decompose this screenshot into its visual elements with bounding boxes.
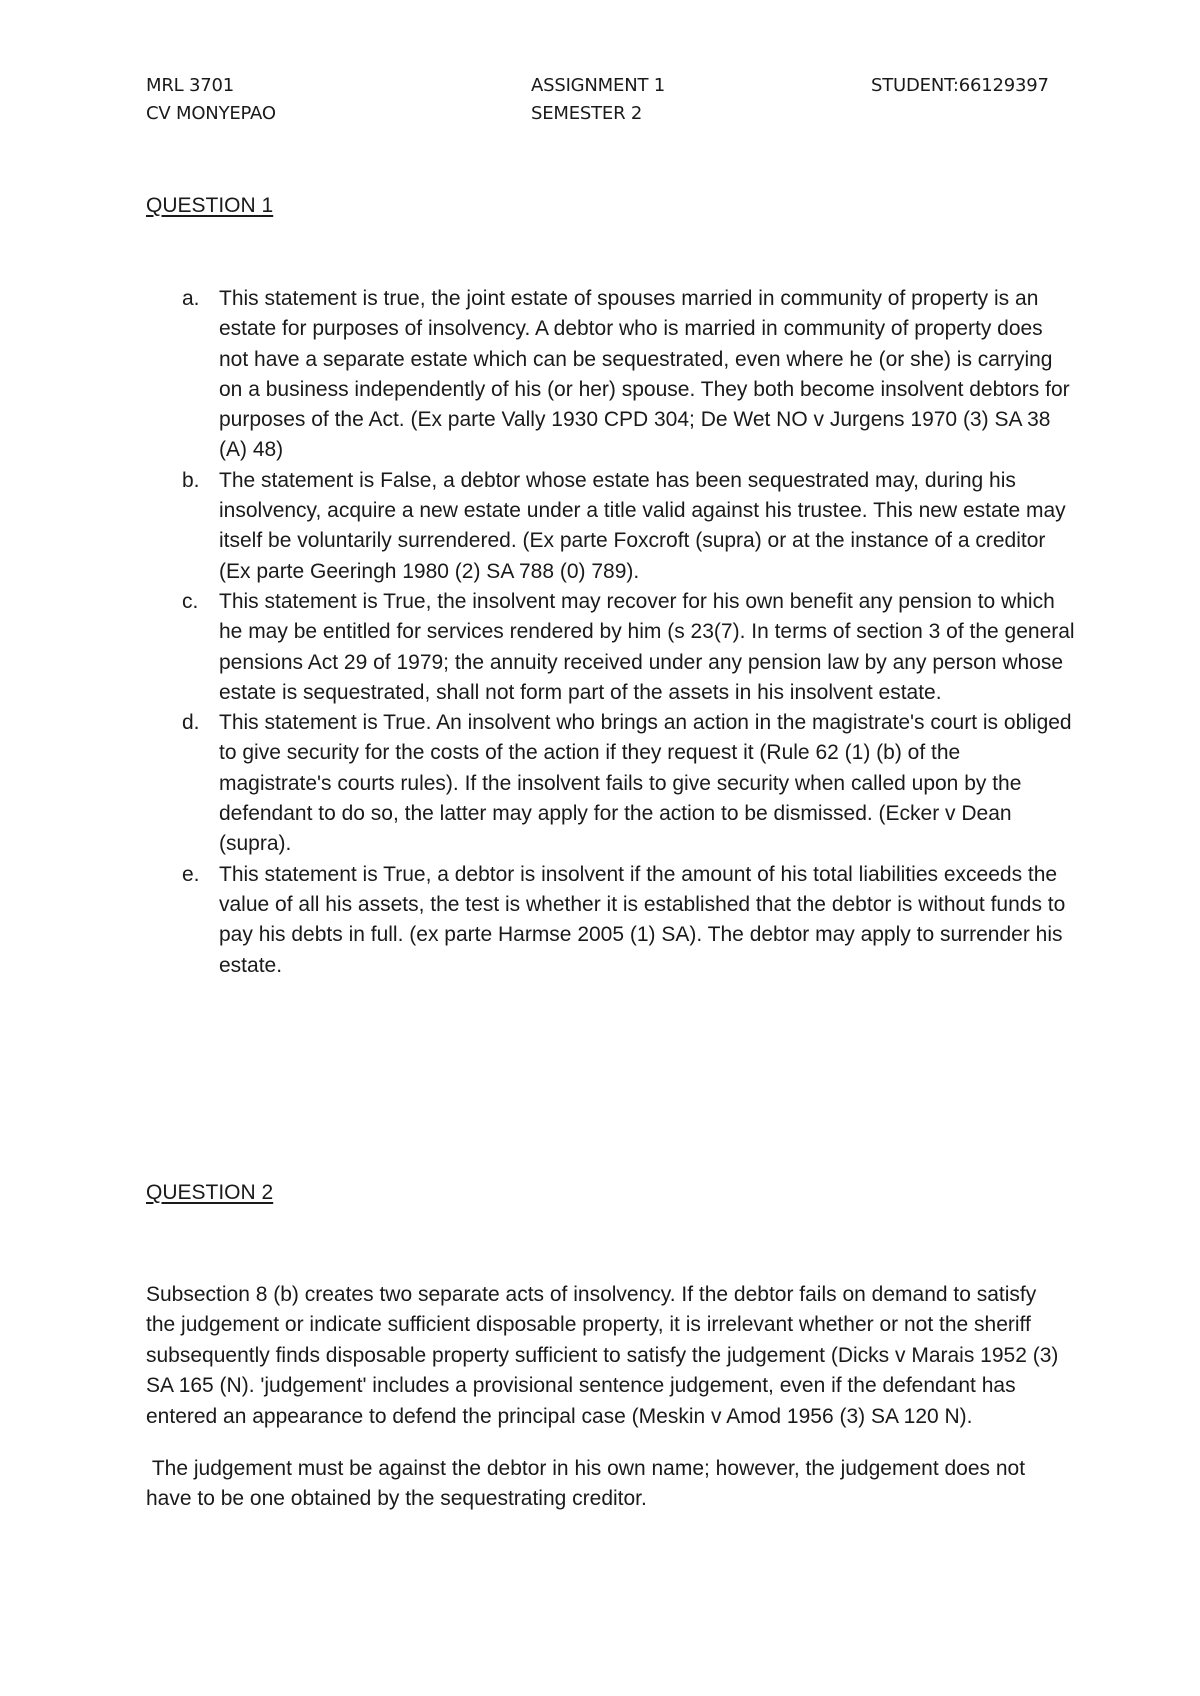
list-item (146, 587, 1076, 708)
list-item-marker: e. (182, 862, 200, 886)
list-item-text: This statement is True. An insolvent who brings an action in the magistrate's court is obliged to give security for the costs of the action if they request it (Rule 62 (1) (b) of the magistrate's courts rules). If the insolvent fails to give security when called upon by the defendant to do so, the latter may apply for the action to be dismissed. (Ecker v Dean (supra). (219, 711, 1072, 856)
list-item-marker: c. (182, 589, 199, 613)
list-item-marker: b. (182, 468, 200, 492)
header-middle-column (531, 72, 665, 128)
question-2-paragraph-2: The judgement must be against the debtor in his own name; however, the judgement does not have to be one obtained by the sequestrating creditor. (146, 1457, 1031, 1511)
question-1-heading: QUESTION 1 (146, 194, 274, 217)
question-2-answer (146, 1280, 1071, 1515)
semester-label: SEMESTER 2 (531, 103, 643, 124)
list-item (146, 860, 1076, 981)
list-item (146, 466, 1076, 587)
list-item-text: The statement is False, a debtor whose estate has been sequestrated may, during his insolvency, acquire a new estate under a title valid against his trustee. This new estate may itself be voluntarily surrendered. (Ex parte Foxcroft (supra) or at the instance of a creditor (Ex parte Geeringh 1980 (2) SA 788 (0) 789). (219, 468, 1066, 583)
list-item-text: This statement is True, a debtor is insolvent if the amount of his total liabilities exceeds the value of all his assets, the test is whether it is established that the debtor is without funds to pay his debts in full. (ex parte Harmse 2005 (1) SA). The debtor may apply to surrender his estate. (219, 862, 1066, 977)
list-item-text: This statement is True, the insolvent may recover for his own benefit any pension to which he may be entitled for services rendered by him (s 23(7). In terms of section 3 of the general pensions Act 29 of 1979; the annuity received under any pension law by any person whose estate is sequestrated, shall not form part of the assets in his insolvent estate. (219, 589, 1075, 704)
student-number: STUDENT:66129397 (871, 75, 1049, 96)
list-item-text: This statement is true, the joint estate of spouses married in community of property is an estate for purposes of insolvency. A debtor who is married in community of property does not have a separate estate which can be sequestrated, even where he (or she) is carrying on a business independently of his (or her) spouse. They both become insolvent debtors for purposes of the Act. (Ex parte Vally 1930 CPD 304; De Wet NO v Jurgens 1970 (3) SA 38 (A) 48) (219, 287, 1070, 462)
assignment-label: ASSIGNMENT 1 (531, 75, 666, 96)
student-name: CV MONYEPAO (146, 103, 276, 124)
header-left-column (146, 72, 276, 128)
question-2-paragraph-1: Subsection 8 (b) creates two separate acts of insolvency. If the debtor fails on demand to satisfy the judgement or indicate sufficient disposable property, it is irrelevant whether or not the sheriff subsequently finds disposable property sufficient to satisfy the judgement (Dicks v Marais 1952 (3) SA 165 (N). 'judgement' includes a provisional sentence judgement, even if the defendant has entered an appearance to defend the principal case (Meskin v Amod 1956 (3) SA 120 N). (146, 1283, 1059, 1428)
course-code: MRL 3701 (146, 75, 234, 96)
question-2-heading: QUESTION 2 (146, 1181, 274, 1204)
list-item-marker: d. (182, 711, 200, 735)
list-item (146, 708, 1076, 859)
list-item-marker: a. (182, 287, 200, 310)
header-right-column (871, 72, 1049, 100)
question-1-answer-list (146, 284, 1076, 981)
list-item (146, 284, 1076, 466)
